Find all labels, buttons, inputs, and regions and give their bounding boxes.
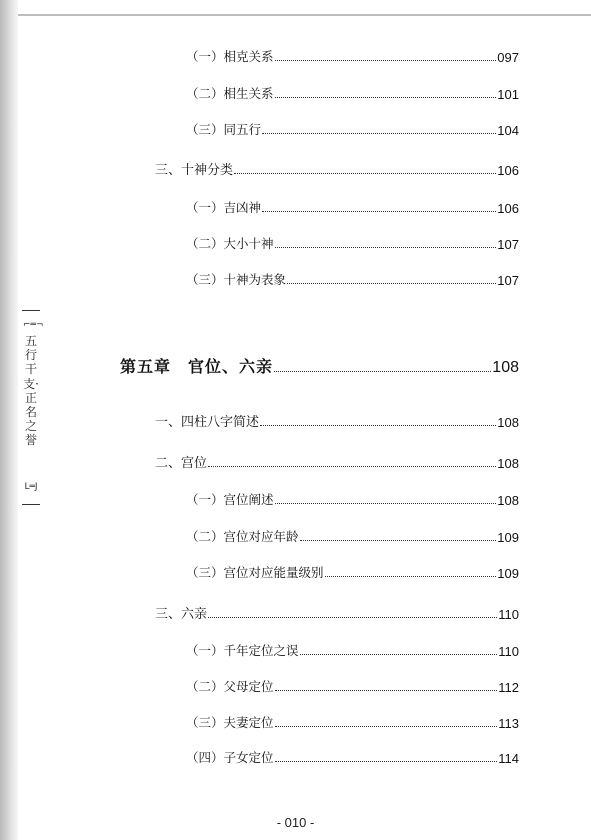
- toc-entry: [186, 234, 519, 252]
- toc-entry-page: 110: [498, 607, 519, 622]
- toc-dot-leader: [325, 575, 497, 577]
- toc-entry-title: 一、四柱八字简述: [155, 415, 260, 430]
- toc-entry-page: 110: [498, 644, 519, 659]
- toc-dot-leader: [274, 370, 491, 372]
- toc-dot-leader: [275, 59, 497, 61]
- toc-entry-page: 114: [498, 751, 519, 766]
- toc-entry-page: 106: [497, 163, 519, 178]
- toc-dot-leader: [275, 689, 498, 691]
- toc-entry-title: （二）相生关系: [186, 86, 274, 101]
- toc-entry: [155, 603, 519, 622]
- toc-entry: [155, 159, 519, 178]
- toc-entry-title: （三）同五行: [186, 122, 262, 137]
- side-ornament-top-icon: ⌐═¬: [23, 320, 44, 330]
- toc-chapter-title: 第五章 官位、六亲: [120, 357, 274, 376]
- toc-entry-title: （一）相克关系: [186, 49, 274, 64]
- toc-entry: [186, 84, 519, 102]
- toc-entry-page: 106: [497, 201, 519, 216]
- toc-entry-page: 113: [498, 716, 519, 731]
- side-ornament-bottom-icon: L═J: [24, 482, 38, 492]
- toc-entry-title: （二）大小十神: [186, 236, 274, 251]
- toc-entry-title: （三）宫位对应能量级别: [186, 565, 324, 580]
- toc-dot-leader: [262, 210, 496, 212]
- toc-entry-page: 108: [492, 359, 519, 376]
- toc-entry-page: 108: [497, 493, 519, 508]
- toc-dot-leader: [208, 616, 497, 618]
- toc-entry: [186, 198, 519, 216]
- toc-entry: [186, 120, 519, 138]
- toc-entry-title: 三、十神分类: [155, 163, 234, 178]
- toc-entry: [155, 411, 519, 430]
- toc-dot-leader: [275, 760, 498, 762]
- toc-dot-leader: [300, 653, 498, 655]
- toc-entry-page: 104: [497, 123, 519, 138]
- toc-dot-leader: [262, 132, 496, 134]
- toc-entry-title: （三）夫妻定位: [186, 715, 274, 730]
- toc-entry-title: （三）十神为表象: [186, 272, 287, 287]
- toc-entry: [186, 641, 519, 659]
- toc-entry-page: 109: [497, 566, 519, 581]
- toc-dot-leader: [287, 282, 496, 284]
- toc-entry-page: 107: [497, 237, 519, 252]
- toc-entry-page: 112: [498, 680, 519, 695]
- toc-dot-leader: [208, 465, 496, 467]
- toc-entry: [186, 490, 519, 508]
- toc-entry: [155, 452, 519, 471]
- toc-entry-page: 107: [497, 273, 519, 288]
- toc-entry-title: （四）子女定位: [186, 750, 274, 765]
- toc-entry: [186, 527, 519, 545]
- toc-entry-page: 109: [497, 530, 519, 545]
- toc-dot-leader: [275, 725, 498, 727]
- toc-chapter-entry: [120, 354, 519, 377]
- toc-entry-page: 108: [497, 456, 519, 471]
- toc-entry-title: （一）千年定位之误: [186, 643, 299, 658]
- side-title-text: 五行干支·正名之誉: [23, 334, 39, 448]
- toc-entry-page: 101: [497, 87, 519, 102]
- toc-dot-leader: [260, 424, 496, 426]
- toc-entry-title: （一）宫位阐述: [186, 492, 274, 507]
- toc-entry-page: 097: [497, 50, 519, 65]
- toc-entry: [186, 47, 519, 65]
- toc-entry: [186, 677, 519, 695]
- toc-entry-page: 108: [497, 415, 519, 430]
- toc-entry-title: 三、六亲: [155, 607, 208, 622]
- toc-entry: [186, 563, 519, 581]
- toc-entry-title: （二）宫位对应年龄: [186, 529, 299, 544]
- toc-entry-title: （一）吉凶神: [186, 200, 262, 215]
- toc-entry: [186, 713, 519, 731]
- toc-dot-leader: [234, 172, 496, 174]
- toc-entry: [186, 748, 519, 766]
- toc-dot-leader: [275, 502, 497, 504]
- toc-dot-leader: [275, 246, 497, 248]
- toc-entry-title: （二）父母定位: [186, 679, 274, 694]
- toc-dot-leader: [275, 96, 497, 98]
- toc-entry-title: 二、宫位: [155, 456, 208, 471]
- toc-dot-leader: [300, 539, 497, 541]
- page-number: - 010 -: [276, 815, 315, 830]
- toc-entry: [186, 270, 519, 288]
